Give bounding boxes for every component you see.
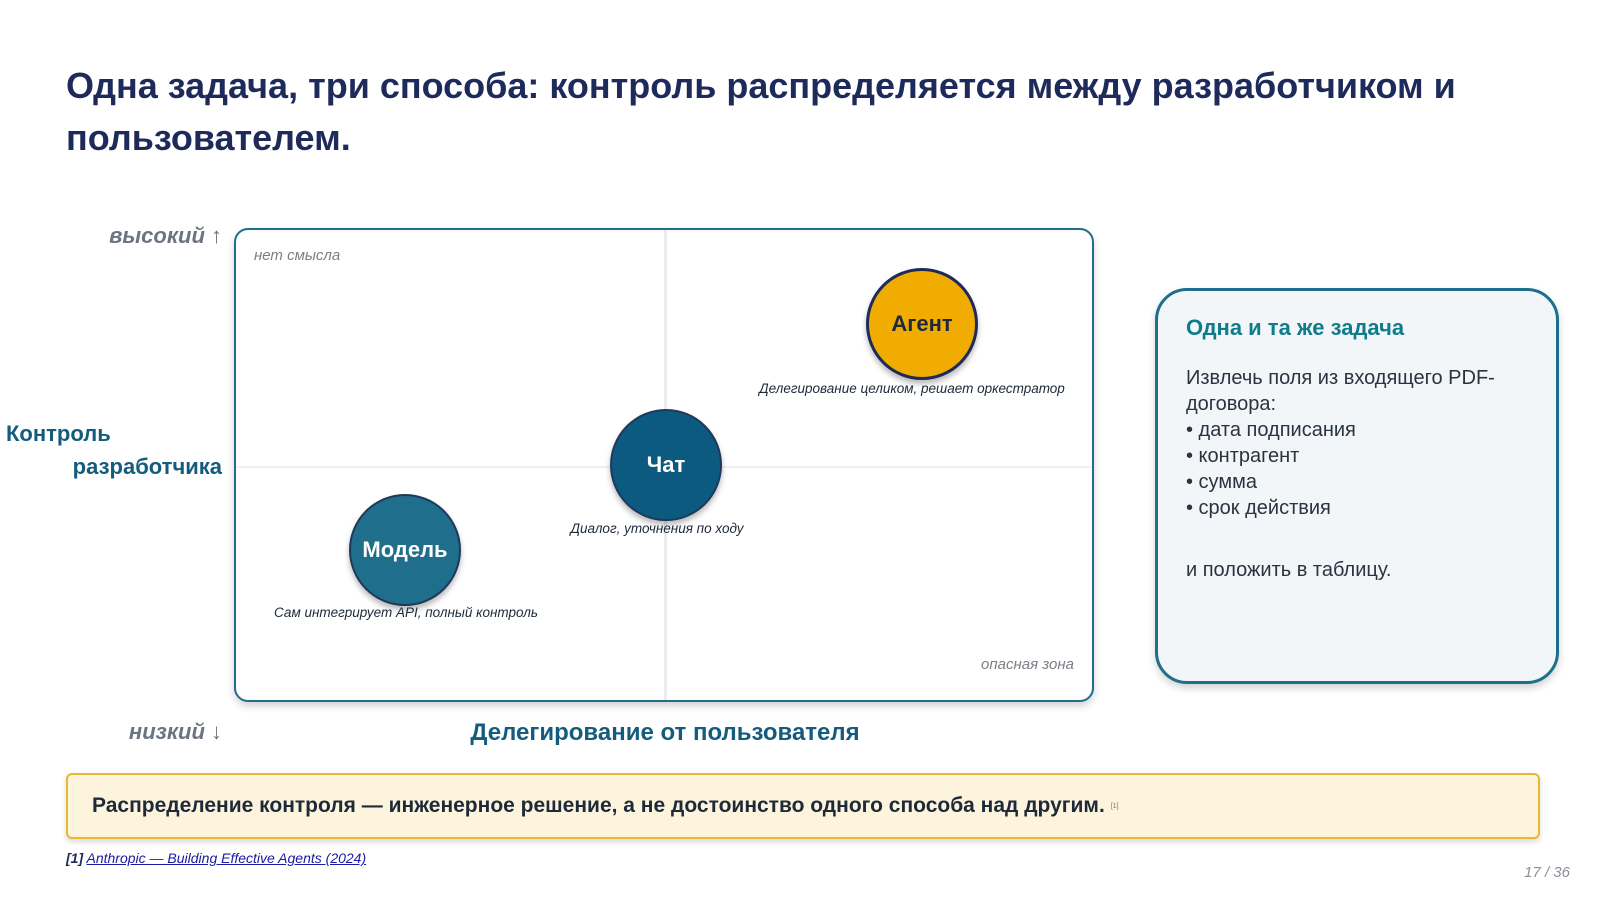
y-axis-label-line1: Контроль [6, 421, 111, 446]
node-agent-caption: Делегирование целиком, решает оркестратор [759, 381, 1065, 396]
corner-label-danger-zone: опасная зона [981, 656, 1074, 673]
node-chat [610, 409, 722, 521]
slide-title: Одна задача, три способа: контроль распределяется между разработчиком и пользователем. [66, 65, 1456, 158]
corner-label-no-sense: нет смысла [254, 247, 341, 264]
y-axis-label [6, 417, 222, 483]
page-number: 17 / 36 [1524, 864, 1570, 881]
callout-text: Распределение контроля — инженерное решение, а не достоинство одного способа над другим. [92, 794, 1105, 817]
task-card [1155, 288, 1559, 684]
footnote-number: [1] [66, 850, 84, 866]
footnote-source-link[interactable]: Anthropic — Building Effective Agents (2024) [86, 850, 367, 866]
task-bullet: • срок действия [1186, 497, 1331, 519]
node-model-label: Модель [362, 537, 448, 562]
x-axis-label: Делегирование от пользователя [470, 719, 860, 746]
node-agent-label: Агент [891, 311, 953, 336]
y-axis-label-line2: разработчика [72, 454, 222, 479]
node-chat-label: Чат [646, 452, 686, 477]
node-chat-caption: Диалог, уточнения по ходу [570, 521, 744, 536]
task-intro-line2: договора: [1186, 393, 1277, 415]
node-agent [866, 268, 978, 380]
control-matrix [234, 228, 1094, 702]
task-outro: и положить в таблицу. [1186, 559, 1392, 581]
node-model [349, 494, 461, 606]
task-intro-line1: Извлечь поля из входящего PDF- [1186, 367, 1495, 389]
footnote [66, 850, 366, 866]
task-bullet: • сумма [1186, 471, 1257, 493]
y-axis-low-label: низкий ↓ [128, 719, 222, 744]
y-axis-high-label: высокий ↑ [109, 223, 222, 248]
task-bullet: • контрагент [1186, 445, 1300, 467]
task-card-title: Одна и та же задача [1186, 315, 1405, 340]
task-bullet: • дата подписания [1186, 419, 1356, 441]
task-card-body [1186, 365, 1528, 583]
node-model-caption: Сам интегрирует API, полный контроль [274, 605, 538, 620]
key-takeaway-callout [66, 773, 1540, 839]
callout-citation-ref[interactable]: [1] [1110, 802, 1119, 810]
task-spacer [1186, 521, 1528, 557]
